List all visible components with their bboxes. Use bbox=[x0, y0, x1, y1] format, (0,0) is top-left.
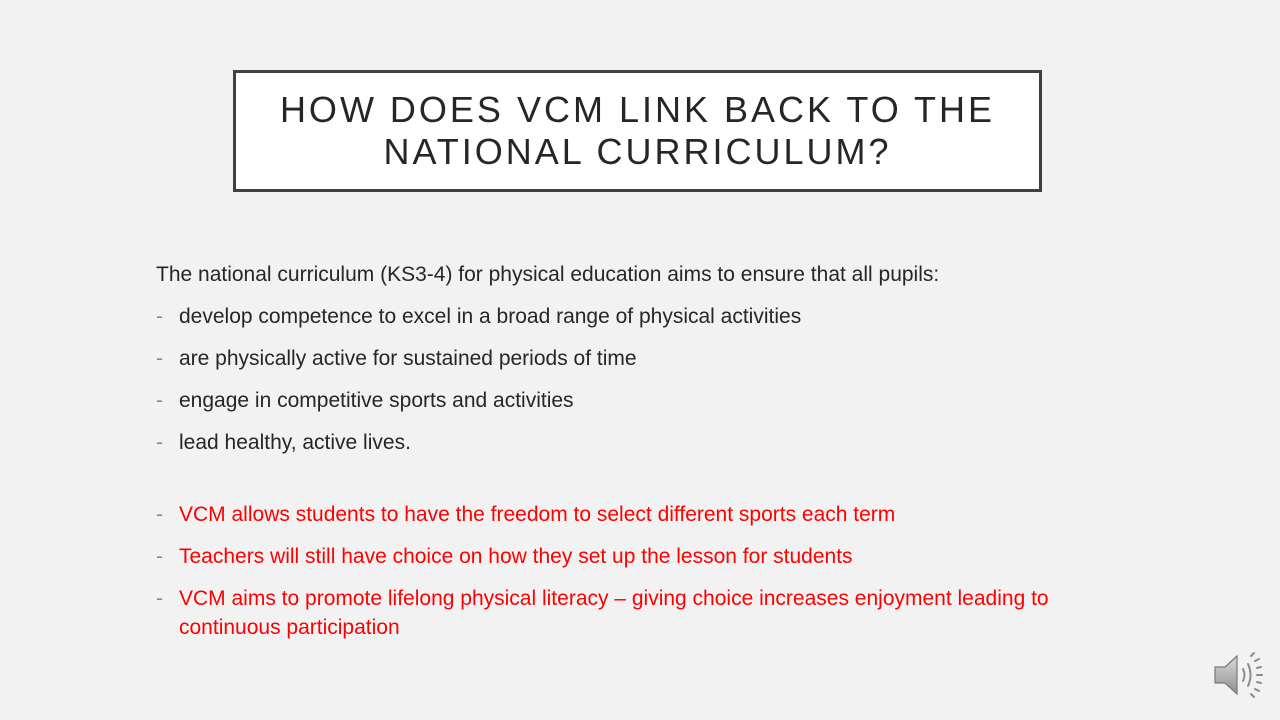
slide-title: HOW DOES VCM LINK BACK TO THE NATIONAL CURRICULUM? bbox=[279, 89, 996, 172]
bullet-dash: - bbox=[156, 545, 163, 568]
content-area bbox=[156, 260, 1116, 654]
speaker-icon-graphic bbox=[1212, 650, 1264, 700]
list-item-text: lead healthy, active lives. bbox=[179, 431, 411, 454]
intro-text: The national curriculum (KS3-4) for physical education aims to ensure that all pupils: bbox=[156, 263, 940, 286]
bullet-dash: - bbox=[156, 587, 163, 610]
aims-list bbox=[156, 302, 1116, 458]
bullet-dash: - bbox=[156, 347, 163, 370]
list-item-text: develop competence to excel in a broad range of physical activities bbox=[179, 305, 802, 328]
list-item bbox=[156, 542, 1116, 572]
list-item bbox=[156, 344, 1116, 374]
list-item-text: VCM aims to promote lifelong physical literacy – giving choice increases enjoyment leading to continuous participation bbox=[179, 587, 1049, 639]
list-item bbox=[156, 584, 1116, 642]
list-item-text: Teachers will still have choice on how they set up the lesson for students bbox=[179, 545, 853, 568]
list-item-text: VCM allows students to have the freedom to select different sports each term bbox=[179, 503, 896, 526]
list-item bbox=[156, 428, 1116, 458]
list-item bbox=[156, 302, 1116, 332]
vcm-points-list bbox=[156, 500, 1116, 642]
bullet-dash: - bbox=[156, 389, 163, 412]
title-box bbox=[233, 70, 1042, 192]
speaker-icon[interactable] bbox=[1212, 650, 1264, 700]
list-item-text: engage in competitive sports and activities bbox=[179, 389, 574, 412]
bullet-dash: - bbox=[156, 503, 163, 526]
list-item bbox=[156, 500, 1116, 530]
list-item-text: are physically active for sustained periods of time bbox=[179, 347, 637, 370]
list-item bbox=[156, 386, 1116, 416]
bullet-dash: - bbox=[156, 431, 163, 454]
bullet-dash: - bbox=[156, 305, 163, 328]
